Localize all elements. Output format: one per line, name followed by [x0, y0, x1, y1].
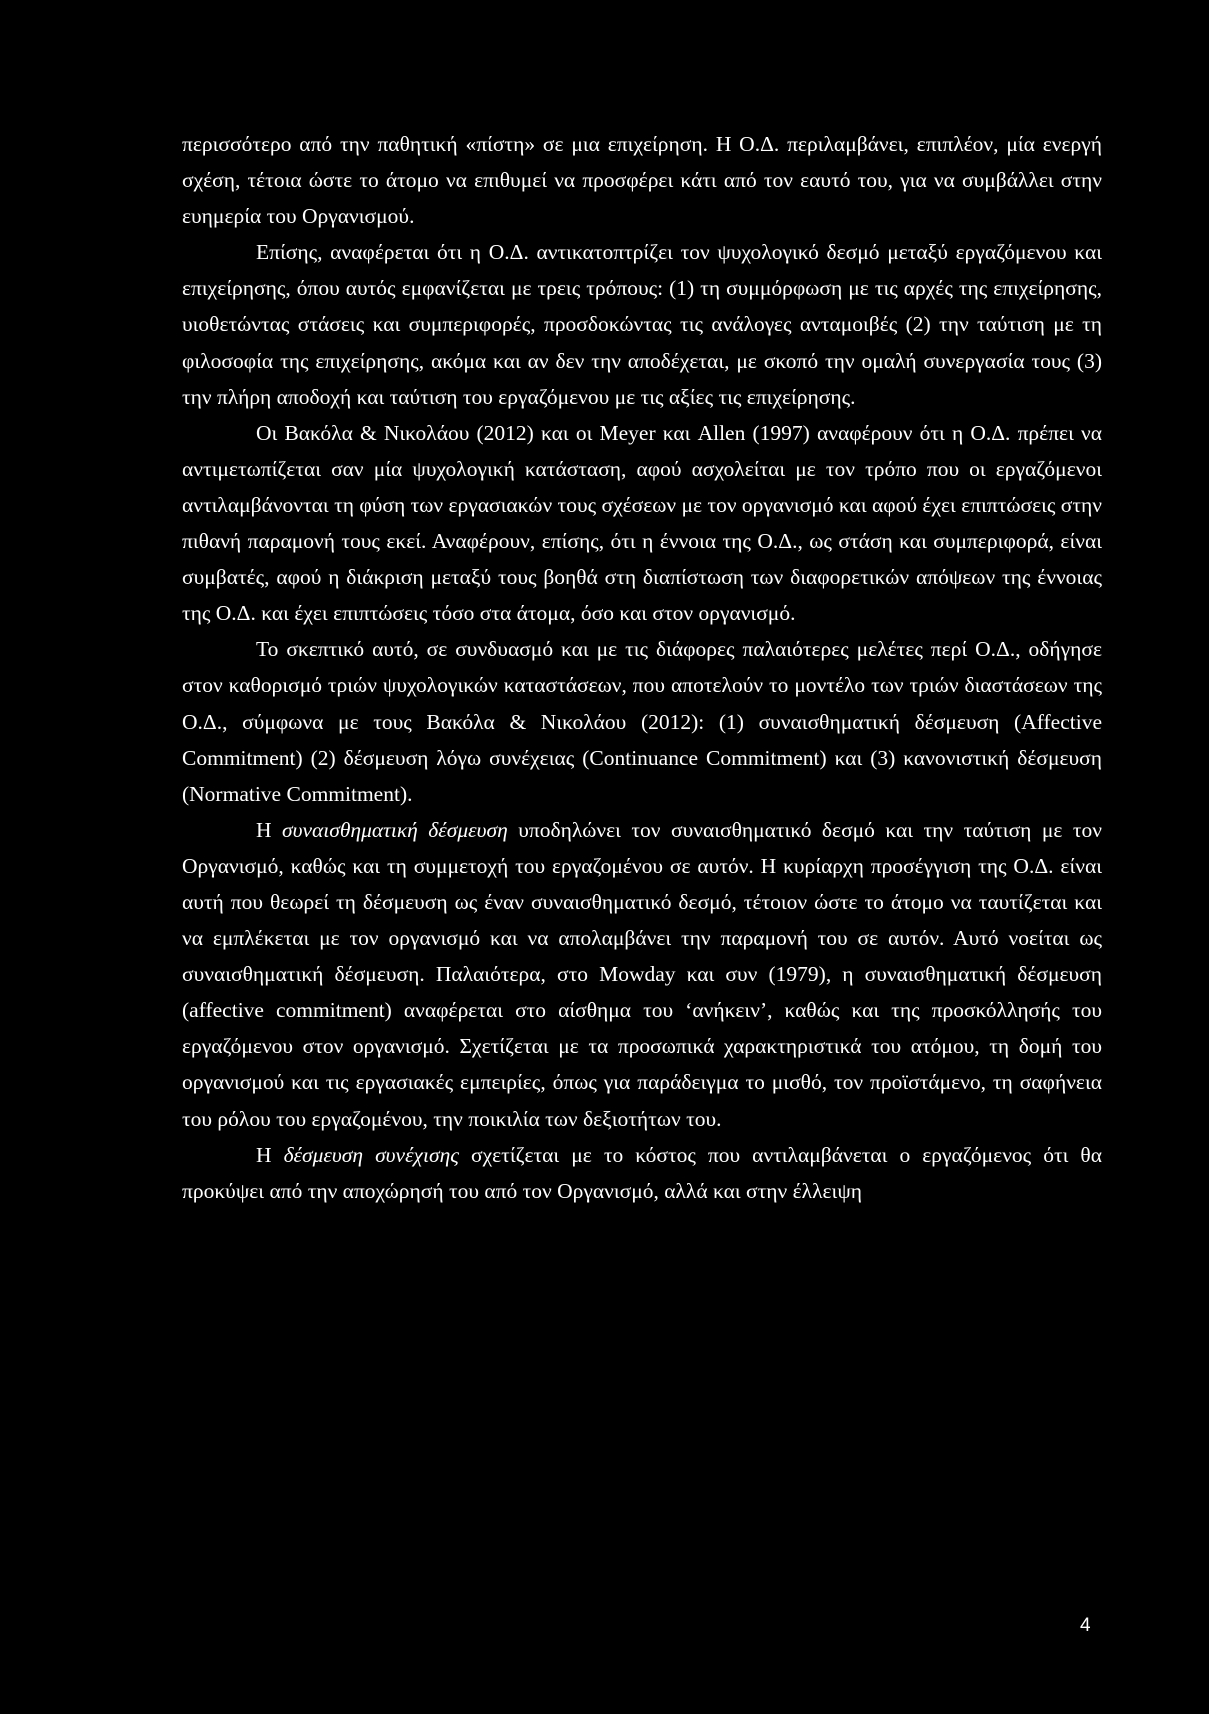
paragraph-5-italic-term: συναισθηματική δέσμευση	[282, 817, 508, 842]
paragraph-1	[182, 126, 1102, 234]
paragraph-3	[182, 415, 1102, 632]
paragraph-6-text-start: Η	[256, 1142, 284, 1167]
paragraph-2-text: Επίσης, αναφέρεται ότι η Ο.Δ. αντικατοπτρίζει τον ψυχολογικό δεσμό μεταξύ εργαζόμενου και επιχείρησης, όπου αυτός εμφανίζεται με τρεις τρόπους: (1) τη συμμόρφωση με τις αρχές της επιχείρησης, υιοθετώντας στάσεις και συμπεριφορές, προσδοκώντας τις ανάλογες ανταμοιβές (2) την ταύτιση με τη φιλοσοφία της επιχείρησης, ακόμα και αν δεν την αποδέχεται, με σκοπό την ομαλή συνεργασία τους (3) την πλήρη αποδοχή και ταύτιση του εργαζόμενου με τις αξίες τις επιχείρησης.	[182, 240, 1102, 409]
page-number: 4	[1080, 1615, 1091, 1636]
document-page	[182, 126, 1102, 1656]
paragraph-6-text-rest: σχετίζεται με το κόστος που αντιλαμβάνεται ο εργαζόμενος ότι θα προκύψει από την αποχώρησή του από τον Οργανισμό, αλλά και στην έλλειψη	[182, 1142, 1102, 1203]
paragraph-3-text: Οι Βακόλα & Νικολάου (2012) και οι Meyer και Allen (1997) αναφέρουν ότι η Ο.Δ. πρέπει να αντιμετωπίζεται σαν μία ψυχολογική κατάσταση, αφού ασχολείται με τον τρόπο που οι εργαζόμενοι αντιλαμβάνονται τη φύση των εργασιακών τους σχέσεων με τον οργανισμό και αφού έχει επιπτώσεις στην πιθανή παραμονή τους εκεί. Αναφέρουν, επίσης, ότι η έννοια της Ο.Δ., ως στάση και συμπεριφορά, είναι συμβατές, αφού η διάκριση μεταξύ τους βοηθά στη διαπίστωση των διαφορετικών απόψεων της έννοιας της Ο.Δ. και έχει επιπτώσεις τόσο στα άτομα, όσο και στον οργανισμό.	[182, 420, 1102, 626]
paragraph-4-text: Το σκεπτικό αυτό, σε συνδυασμό και με τις διάφορες παλαιότερες μελέτες περί Ο.Δ., οδήγησε στον καθορισμό τριών ψυχολογικών καταστάσεων, που αποτελούν το μοντέλο των τριών διαστάσεων της Ο.Δ., σύμφωνα με τους Βακόλα & Νικολάου (2012): (1) συναισθηματική δέσμευση (Affective Commitment) (2) δέσμευση λόγω συνέχειας (Continuance Commitment) και (3) κανονιστική δέσμευση (Normative Commitment).	[182, 637, 1102, 806]
paragraph-5-text-rest: υποδηλώνει τον συναισθηματικό δεσμό και την ταύτιση με τον Οργανισμό, καθώς και τη συμμετοχή του εργαζομένου σε αυτόν. Η κυρίαρχη προσέγγιση της Ο.Δ. είναι αυτή που θεωρεί τη δέσμευση ως έναν συναισθηματικό δεσμό, τέτοιον ώστε το άτομο να ταυτίζεται και να εμπλέκεται με τον οργανισμό και να απολαμβάνει την παραμονή του σε αυτόν. Αυτό νοείται ως συναισθηματική δέσμευση. Παλαιότερα, στο Mowday και συν (1979), η συναισθηματική δέσμευση (affective commitment) αναφέρεται στο αίσθημα του ‘ανήκειν’, καθώς και της προσκόλλησής του εργαζόμενου στον οργανισμό. Σχετίζεται με τα προσωπικά χαρακτηριστικά του ατόμου, τη δομή του οργανισμού και τις εργασιακές εμπειρίες, όπως για παράδειγμα το μισθό, τον προϊστάμενο, τη σαφήνεια του ρόλου του εργαζομένου, την ποικιλία των δεξιοτήτων του.	[182, 817, 1103, 1131]
paragraph-5	[182, 812, 1102, 1137]
paragraph-1-text: περισσότερο από την παθητική «πίστη» σε μια επιχείρηση. Η Ο.Δ. περιλαμβάνει, επιπλέον, μία ενεργή σχέση, τέτοια ώστε το άτομο να επιθυμεί να προσφέρει κάτι από τον εαυτό του, για να συμβάλλει στην ευημερία του Οργανισμού.	[182, 132, 1102, 229]
paragraph-5-text-start: Η	[256, 817, 282, 842]
paragraph-2	[182, 234, 1102, 414]
paragraph-4	[182, 631, 1102, 811]
paragraph-6-italic-term: δέσμευση συνέχισης	[283, 1142, 459, 1167]
paragraph-6	[182, 1137, 1102, 1209]
